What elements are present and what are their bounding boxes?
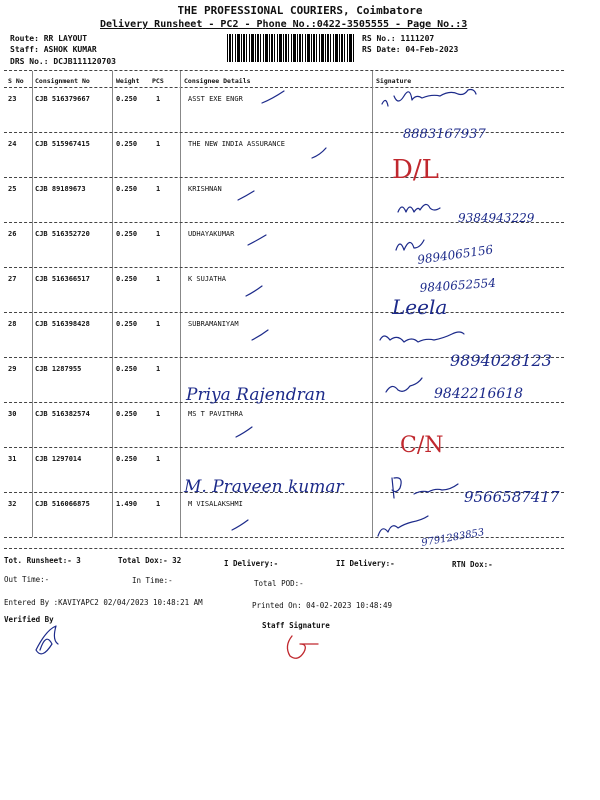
printed-on: Printed On: 04-02-2023 10:48:49 (252, 601, 392, 610)
signature-29 (386, 378, 422, 392)
row-sno: 29 (8, 365, 17, 373)
row-consignee: THE NEW INDIA ASSURANCE (188, 140, 285, 148)
tick-mark-30 (236, 427, 252, 437)
column-header-pcs: PCS (152, 77, 164, 85)
total-pod: Total POD:- (254, 579, 304, 588)
row-sno: 27 (8, 275, 17, 283)
verified-by-label: Verified By (4, 615, 54, 624)
mark-24: D/L (392, 155, 439, 185)
phone-29: 9842216618 (434, 386, 524, 402)
column-header-signature: Signature (376, 77, 412, 85)
column-header-consignment: Consignment No (35, 77, 90, 85)
row-pcs: 1 (156, 455, 161, 463)
second-delivery: II Delivery:- (336, 559, 395, 568)
in-time: In Time:- (132, 576, 173, 585)
first-delivery: I Delivery:- (224, 559, 279, 568)
row-consignment-no: CJB 89189673 (35, 185, 86, 193)
tick-mark-24 (312, 148, 326, 158)
row-consignment-no: CJB 516382574 (35, 410, 90, 418)
row-weight: 0.250 (116, 365, 138, 373)
drs-number: DRS No.: DCJB111120703 (10, 57, 116, 66)
row-consignee: M VISALAKSHMI (188, 500, 243, 508)
phone-28: 9894028123 (450, 351, 552, 370)
tick-mark-26 (248, 235, 266, 245)
row-pcs: 1 (156, 365, 161, 373)
route-label: Route: RR LAYOUT (10, 34, 88, 43)
verified-signature (36, 626, 58, 654)
row-sno: 30 (8, 410, 17, 418)
row-weight: 0.250 (116, 185, 138, 193)
phone-32: 9791283853 (420, 527, 486, 549)
row-consignee: ASST EXE ENGR (188, 95, 243, 103)
row-sno: 23 (8, 95, 17, 103)
consignee-31-handwritten: M. Praveen kumar (184, 477, 344, 497)
row-sno: 28 (8, 320, 17, 328)
row-consignment-no: CJB 516379667 (35, 95, 90, 103)
row-pcs: 1 (156, 230, 161, 238)
phone-27: 9840652554 (419, 275, 497, 295)
rs-date: RS Date: 04-Feb-2023 (362, 45, 459, 54)
signature-31 (392, 478, 458, 498)
column-header-weight: Weight (116, 77, 140, 85)
total-runsheet: Tot. Runsheet:- 3 (4, 556, 81, 565)
row-pcs: 1 (156, 410, 161, 418)
row-consignee: K SUJATHA (188, 275, 226, 283)
return-dox: RTN Dox:- (452, 560, 493, 569)
total-dox: Total Dox:- 32 (118, 556, 182, 565)
runsheet-subtitle: Delivery Runsheet - PC2 - Phone No.:0422-3505555 - Page No.:3 (100, 19, 468, 30)
signature-26 (396, 240, 424, 250)
row-sno: 24 (8, 140, 17, 148)
phone-31: 9566587417 (464, 488, 560, 506)
row-consignment-no: CJB 515967415 (35, 140, 90, 148)
row-pcs: 1 (156, 95, 161, 103)
staff-label: Staff: ASHOK KUMAR (10, 45, 97, 54)
row-weight: 0.250 (116, 410, 138, 418)
row-pcs: 1 (156, 500, 161, 508)
column-header-sno: S No (8, 77, 24, 85)
row-weight: 0.250 (116, 95, 138, 103)
row-consignment-no: CJB 516366517 (35, 275, 90, 283)
row-consignee: MS T PAVITHRA (188, 410, 243, 418)
row-weight: 0.250 (116, 230, 138, 238)
tick-mark-27 (246, 286, 262, 296)
row-pcs: 1 (156, 140, 161, 148)
row-consignment-no: CJB 516352720 (35, 230, 90, 238)
row-sno: 32 (8, 500, 17, 508)
phone-25: 9384943229 (458, 211, 535, 225)
row-pcs: 1 (156, 185, 161, 193)
tick-mark-25 (238, 191, 254, 200)
phone-23: 8883167937 (403, 127, 486, 142)
row-weight: 0.250 (116, 140, 138, 148)
tick-mark-23 (262, 91, 284, 103)
row-consignment-no: CJB 1297014 (35, 455, 82, 463)
row-weight: 1.490 (116, 500, 138, 508)
row-weight: 0.250 (116, 455, 138, 463)
signature-23 (382, 90, 476, 107)
row-consignee: SUBRAMANIYAM (188, 320, 239, 328)
consignee-29-handwritten: Priya Rajendran (186, 385, 326, 405)
signature-28 (380, 332, 464, 342)
mark-30: C/N (400, 433, 444, 458)
company-title: THE PROFESSIONAL COURIERS, Coimbatore (177, 4, 423, 17)
rs-number: RS No.: 1111207 (362, 34, 435, 43)
tick-mark-32 (232, 520, 248, 530)
row-sno: 25 (8, 185, 17, 193)
row-consignee: UDHAYAKUMAR (188, 230, 235, 238)
staff-signature (287, 636, 318, 658)
name-27: Leela (392, 295, 448, 319)
staff-signature-label: Staff Signature (262, 621, 330, 630)
signature-25 (398, 204, 440, 212)
row-sno: 26 (8, 230, 17, 238)
out-time: Out Time:- (4, 575, 50, 584)
row-sno: 31 (8, 455, 17, 463)
signature-32 (378, 516, 428, 536)
row-consignment-no: CJB 1287955 (35, 365, 82, 373)
row-weight: 0.250 (116, 275, 138, 283)
entered-by: Entered By :KAVIYAPC2 02/04/2023 10:48:21 AM (4, 598, 203, 607)
tick-mark-28 (252, 330, 268, 340)
row-pcs: 1 (156, 320, 161, 328)
phone-26: 9894065156 (416, 242, 495, 267)
row-consignment-no: CJB 516398428 (35, 320, 90, 328)
row-weight: 0.250 (116, 320, 138, 328)
row-consignee: KRISHNAN (188, 185, 222, 193)
column-header-consignee: Consignee Details (184, 77, 251, 85)
row-consignment-no: CJB 516066875 (35, 500, 90, 508)
row-pcs: 1 (156, 275, 161, 283)
